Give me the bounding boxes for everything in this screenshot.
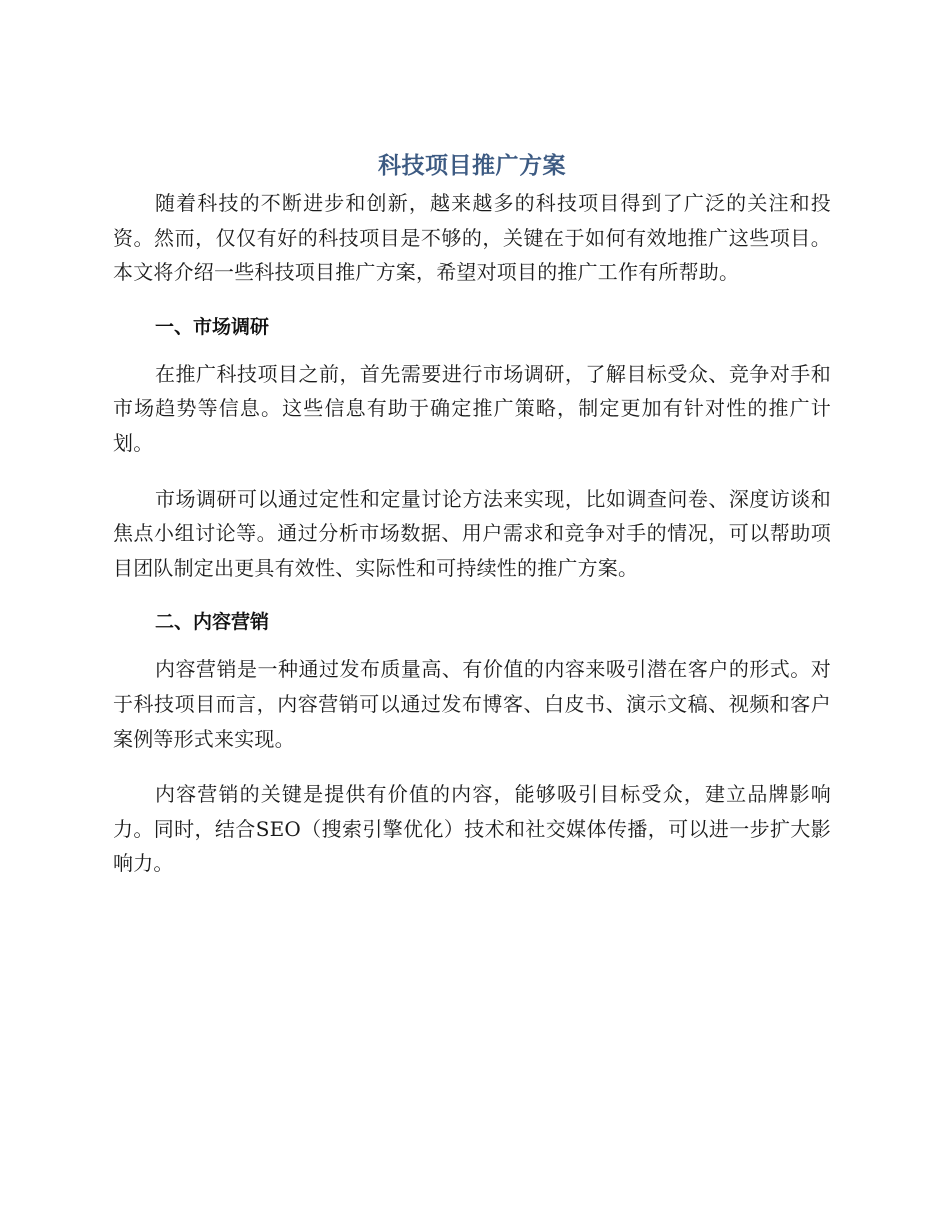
market-research-paragraph-1: 在推广科技项目之前，首先需要进行市场调研，了解目标受众、竞争对手和市场趋势等信息。这些信息有助于确定推广策略，制定更加有针对性的推广计划。 (113, 361, 831, 455)
section-heading-market-research: 一、市场调研 (155, 315, 270, 338)
intro-paragraph: 随着科技的不断进步和创新，越来越多的科技项目得到了广泛的关注和投资。然而，仅仅有好的科技项目是不够的，关键在于如何有效地推广这些项目。本文将介绍一些科技项目推广方案，希望对项目的推广工作有所帮助。 (113, 191, 831, 285)
document-title: 科技项目推广方案 (378, 153, 566, 179)
market-research-paragraph-2: 市场调研可以通过定性和定量讨论方法来实现，比如调查问卷、深度访谈和焦点小组讨论等。通过分析市场数据、用户需求和竞争对手的情况，可以帮助项目团队制定出更具有效性、实际性和可持续性的推广方案。 (113, 486, 831, 580)
content-marketing-paragraph-1: 内容营销是一种通过发布质量高、有价值的内容来吸引潜在客户的形式。对于科技项目而言，内容营销可以通过发布博客、白皮书、演示文稿、视频和客户案例等形式来实现。 (113, 657, 831, 751)
content-marketing-paragraph-2: 内容营销的关键是提供有价值的内容，能够吸引目标受众，建立品牌影响力。同时，结合SEO（搜索引擎优化）技术和社交媒体传播，可以进一步扩大影响力。 (113, 782, 831, 876)
section-heading-content-marketing: 二、内容营销 (155, 611, 270, 634)
document-page (113, 146, 831, 881)
